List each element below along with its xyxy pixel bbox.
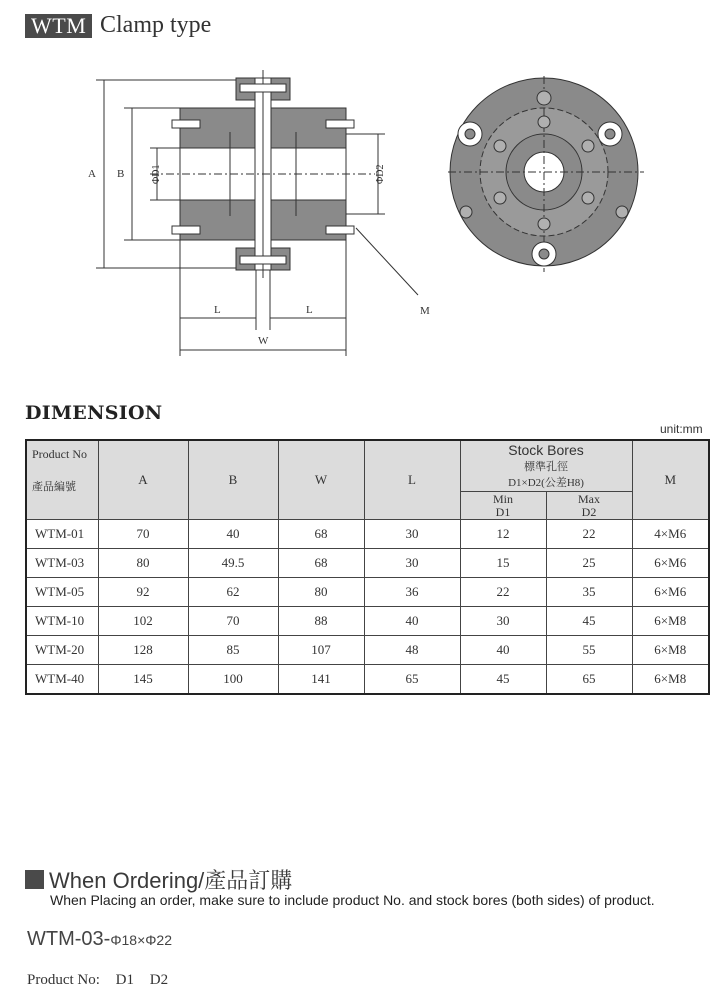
label-A: A xyxy=(88,168,96,180)
cell-A: 102 xyxy=(98,607,188,636)
label-L-right: L xyxy=(306,304,313,316)
cell-max: 45 xyxy=(546,607,632,636)
cell-W: 88 xyxy=(278,607,364,636)
cell-W: 80 xyxy=(278,578,364,607)
ordering-heading: When Ordering/產品訂購 xyxy=(49,868,293,893)
cell-W: 141 xyxy=(278,665,364,695)
cell-M: 6×M8 xyxy=(632,636,709,665)
cell-B: 40 xyxy=(188,520,278,549)
cell-max: 22 xyxy=(546,520,632,549)
header-W: W xyxy=(278,440,364,520)
page-title: Clamp type xyxy=(100,12,212,38)
table-row xyxy=(26,636,709,665)
cell-max: 65 xyxy=(546,665,632,695)
header-M: M xyxy=(632,440,709,520)
cell-A: 145 xyxy=(98,665,188,695)
header-A: A xyxy=(98,440,188,520)
cell-B: 49.5 xyxy=(188,549,278,578)
cell-A: 128 xyxy=(98,636,188,665)
dimension-table xyxy=(25,439,710,695)
ordering-code-labels xyxy=(27,972,180,989)
series-badge: WTM xyxy=(25,14,92,38)
table-row xyxy=(26,578,709,607)
unit-label: unit:mm xyxy=(660,422,703,436)
label-B: B xyxy=(117,168,125,180)
header-stock-bores: Stock Bores 標準孔徑 D1×D2(公差H8) xyxy=(460,440,632,492)
cell-A: 80 xyxy=(98,549,188,578)
ordering-example xyxy=(27,928,172,951)
cell-A: 92 xyxy=(98,578,188,607)
cell-product: WTM-10 xyxy=(26,607,98,636)
ordering-square-icon xyxy=(25,870,44,889)
cell-A: 70 xyxy=(98,520,188,549)
label-product-no: Product No: xyxy=(27,972,100,988)
cell-M: 6×M8 xyxy=(632,607,709,636)
cell-product: WTM-05 xyxy=(26,578,98,607)
header-max: Max D2 xyxy=(546,492,632,520)
label-W: W xyxy=(258,335,269,347)
label-D2: ΦD2 xyxy=(375,164,386,184)
dimension-heading: DIMENSION xyxy=(25,402,163,424)
header-product-no: Product No 產品編號 xyxy=(26,440,98,520)
cell-L: 65 xyxy=(364,665,460,695)
table-row xyxy=(26,665,709,695)
cell-M: 4×M6 xyxy=(632,520,709,549)
cell-W: 107 xyxy=(278,636,364,665)
cell-min: 30 xyxy=(460,607,546,636)
cell-L: 30 xyxy=(364,520,460,549)
header-B: B xyxy=(188,440,278,520)
label-d1: D1 xyxy=(115,972,135,988)
cell-L: 48 xyxy=(364,636,460,665)
cell-L: 36 xyxy=(364,578,460,607)
label-L-left: L xyxy=(214,304,221,316)
cell-min: 12 xyxy=(460,520,546,549)
label-d2: D2 xyxy=(149,972,169,988)
label-D1: ΦD1 xyxy=(151,164,162,184)
cell-product: WTM-03 xyxy=(26,549,98,578)
ordering-example-prefix: WTM-03- xyxy=(27,928,111,950)
cell-product: WTM-01 xyxy=(26,520,98,549)
cell-max: 35 xyxy=(546,578,632,607)
cell-max: 25 xyxy=(546,549,632,578)
cell-min: 22 xyxy=(460,578,546,607)
cell-B: 70 xyxy=(188,607,278,636)
cell-product: WTM-40 xyxy=(26,665,98,695)
cell-max: 55 xyxy=(546,636,632,665)
ordering-description: When Placing an order, make sure to include product No. and stock bores (both sides) of product. xyxy=(50,892,655,908)
cell-B: 85 xyxy=(188,636,278,665)
table-row xyxy=(26,607,709,636)
cell-B: 62 xyxy=(188,578,278,607)
cell-M: 6×M8 xyxy=(632,665,709,695)
table-row xyxy=(26,520,709,549)
cell-W: 68 xyxy=(278,549,364,578)
cell-min: 15 xyxy=(460,549,546,578)
cell-M: 6×M6 xyxy=(632,578,709,607)
label-M: M xyxy=(420,305,430,317)
cell-L: 40 xyxy=(364,607,460,636)
cell-B: 100 xyxy=(188,665,278,695)
front-view-drawing xyxy=(448,72,648,277)
ordering-example-bores: Φ18×Φ22 xyxy=(110,932,172,948)
cell-min: 45 xyxy=(460,665,546,695)
cell-L: 30 xyxy=(364,549,460,578)
cell-M: 6×M6 xyxy=(632,549,709,578)
cell-product: WTM-20 xyxy=(26,636,98,665)
header-L: L xyxy=(364,440,460,520)
side-view-drawing xyxy=(0,60,440,365)
table-row xyxy=(26,549,709,578)
header-min: Min D1 xyxy=(460,492,546,520)
cell-min: 40 xyxy=(460,636,546,665)
cell-W: 68 xyxy=(278,520,364,549)
